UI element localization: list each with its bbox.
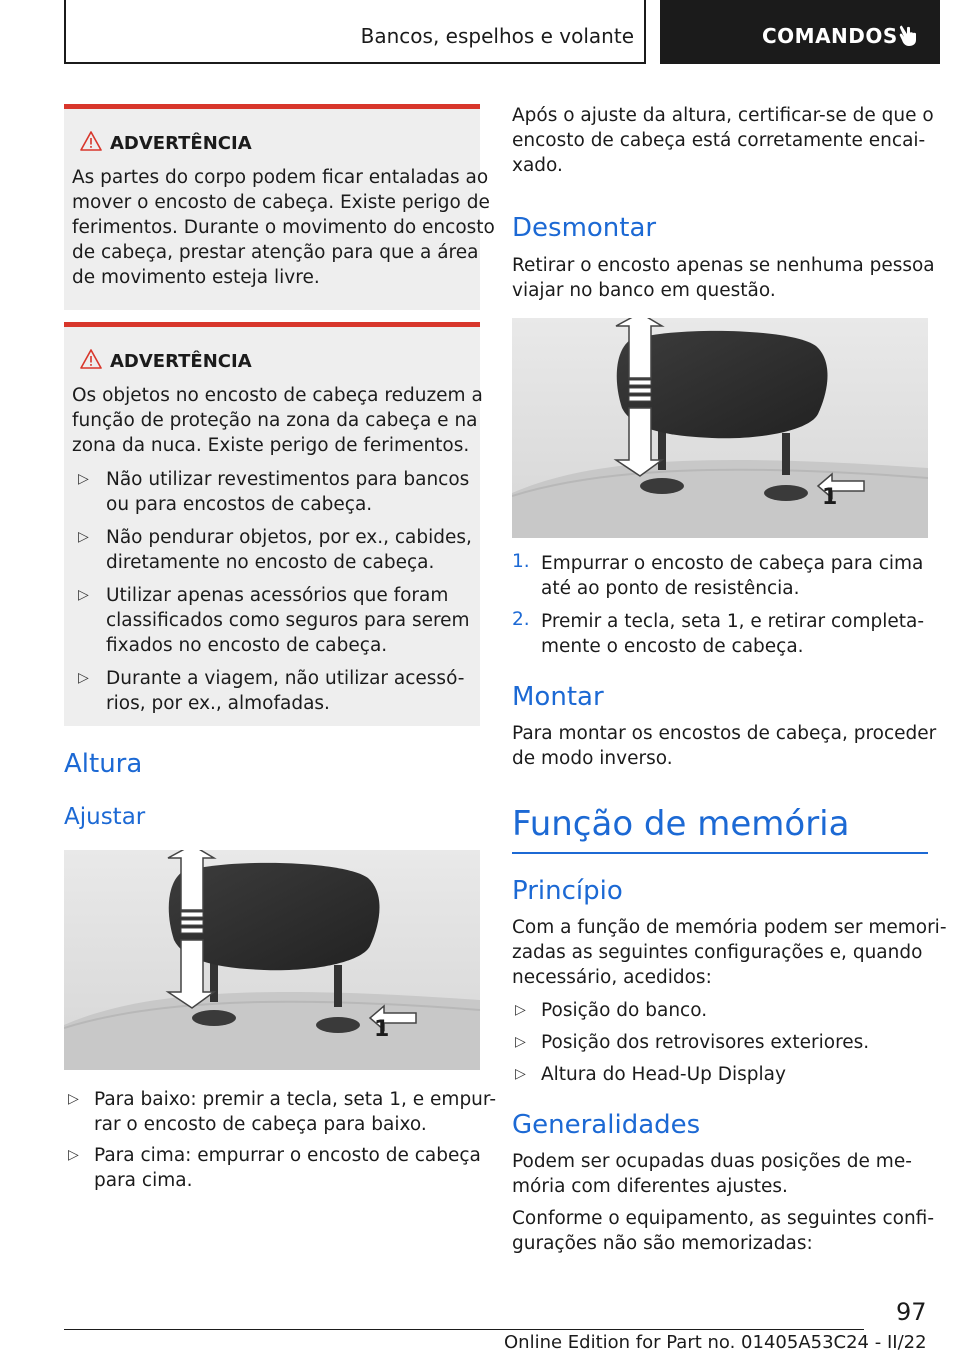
warning-title: ADVERTÊNCIA [110,133,252,154]
paragraph: gurações não são memorizadas: [512,1233,813,1254]
step-number: 2. [512,609,530,630]
list-item: para cima. [94,1170,193,1191]
bullet-triangle-icon: ▷ [515,1002,526,1018]
section-heading: Montar [512,682,604,712]
list-item: rios, por ex., almofadas. [106,693,330,714]
chapter-title: COMANDOS [762,24,898,48]
list-item: Para baixo: premir a tecla, seta 1, e empur- [94,1089,497,1110]
paragraph: Para montar os encostos de cabeça, proceder [512,723,937,744]
bullet-triangle-icon: ▷ [78,529,89,545]
list-item: fixados no encosto de cabeça. [106,635,388,656]
section-heading: Desmontar [512,213,657,243]
warning-text: de cabeça, prestar atenção para que a área [72,242,479,263]
bullet-triangle-icon: ▷ [68,1147,79,1163]
warning-text: zona da nuca. Existe perigo de ferimentos. [72,435,470,456]
warning-text: função de proteção na zona da cabeça e na [72,410,478,431]
step-number: 1. [512,551,530,572]
pointing-hand-icon [898,24,920,48]
list-item: Para cima: empurrar o encosto de cabeça [94,1145,481,1166]
list-item: Utilizar apenas acessórios que foram [106,585,449,606]
paragraph: zadas as seguintes configurações e, quando [512,942,923,963]
paragraph: Conforme o equipamento, as seguintes confi- [512,1208,934,1229]
step-text: Empurrar o encosto de cabeça para cima [541,553,924,574]
paragraph: de modo inverso. [512,748,673,769]
paragraph: necessário, acedidos: [512,967,712,988]
list-item: Durante a viagem, não utilizar acessó- [106,668,465,689]
list-item: Não utilizar revestimentos para bancos [106,469,470,490]
chapter-tab [660,0,940,64]
headrest-illustration [512,318,928,538]
paragraph: Retirar o encosto apenas se nenhuma pessoa [512,255,935,276]
paragraph: Com a função de memória podem ser memori- [512,917,947,938]
bullet-triangle-icon: ▷ [515,1066,526,1082]
edition-note: Online Edition for Part no. 01405A53C24 - II/22 [504,1332,927,1353]
section-heading: Altura [64,749,143,779]
headrest-illustration [64,850,480,1070]
footer-rule [64,1329,864,1330]
list-item: Posição dos retrovisores exteriores. [541,1032,870,1053]
list-item: classificados como seguros para serem [106,610,470,631]
step-text: Premir a tecla, seta 1, e retirar completa- [541,611,925,632]
step-text: mente o encosto de cabeça. [541,636,804,657]
bullet-triangle-icon: ▷ [68,1091,79,1107]
page-number: 97 [896,1298,927,1326]
callout-number: 1 [822,485,838,510]
list-item: Altura do Head-Up Display [541,1064,786,1085]
step-text: até ao ponto de resistência. [541,578,800,599]
paragraph: Após o ajuste da altura, certificar-se de que o [512,105,934,126]
list-item: ou para encostos de cabeça. [106,494,373,515]
bullet-triangle-icon: ▷ [78,471,89,487]
section-heading: Generalidades [512,1110,701,1140]
warning-text: mover o encosto de cabeça. Existe perigo de [72,192,490,213]
subsection-heading: Ajustar [64,804,146,830]
list-item: rar o encosto de cabeça para baixo. [94,1114,427,1135]
paragraph: xado. [512,155,563,176]
warning-text: ferimentos. Durante o movimento do encosto [72,217,495,238]
section-title: Bancos, espelhos e volante [360,24,634,48]
heading-rule [512,852,928,854]
paragraph: Podem ser ocupadas duas posições de me- [512,1151,912,1172]
paragraph: encosto de cabeça está corretamente encai- [512,130,926,151]
paragraph: viajar no banco em questão. [512,280,776,301]
chapter-heading: Função de memória [512,804,850,844]
headrest-drawing [512,318,928,538]
warning-triangle-icon [80,349,102,369]
list-item: diretamente no encosto de cabeça. [106,552,435,573]
warning-triangle-icon [80,131,102,151]
bullet-triangle-icon: ▷ [78,587,89,603]
bullet-triangle-icon: ▷ [515,1034,526,1050]
paragraph: mória com diferentes ajustes. [512,1176,788,1197]
warning-text: As partes do corpo podem ficar entaladas ao [72,167,489,188]
headrest-drawing [64,850,480,1070]
section-heading: Princípio [512,876,623,906]
callout-number: 1 [374,1017,390,1042]
warning-text: de movimento esteja livre. [72,267,320,288]
bullet-triangle-icon: ▷ [78,670,89,686]
warning-text: Os objetos no encosto de cabeça reduzem a [72,385,483,406]
list-item: Não pendurar objetos, por ex., cabides, [106,527,472,548]
warning-title: ADVERTÊNCIA [110,351,252,372]
list-item: Posição do banco. [541,1000,708,1021]
